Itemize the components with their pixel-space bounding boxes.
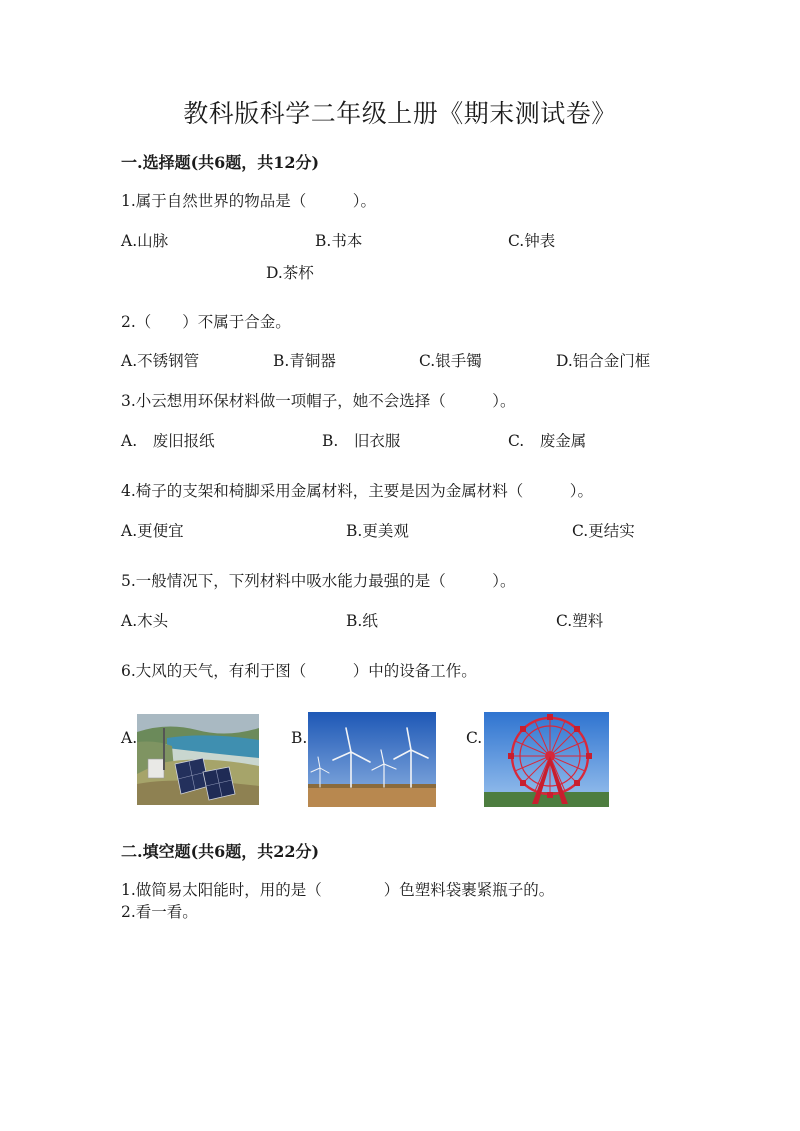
question-3-option-b[interactable]: B. 旧衣服 [322,432,401,450]
question-5-stem: 5.一般情况下，下列材料中吸水能力最强的是（ ）。 [121,572,516,590]
question-3-option-c[interactable]: C. 废金属 [508,432,587,450]
question-1-option-c[interactable]: C.钟表 [508,232,556,250]
question-5-option-c[interactable]: C.塑料 [556,612,604,630]
question-2-option-a[interactable]: A.不锈钢管 [121,352,200,370]
solar-panel-photo[interactable] [137,714,259,805]
section-heading-choice: 一.选择题(共6题，共12分) [121,153,320,172]
question-5-option-a[interactable]: A.木头 [121,612,169,630]
question-1-option-a[interactable]: A.山脉 [121,232,169,250]
question-6-option-b[interactable]: B. [291,729,308,747]
question-2-stem: 2.（ ）不属于合金。 [121,313,291,331]
wind-turbines-photo[interactable] [308,712,436,807]
question-6-stem: 6.大风的天气，有利于图（ ）中的设备工作。 [121,662,477,680]
question-4-stem: 4.椅子的支架和椅脚采用金属材料，主要是因为金属材料（ ）。 [121,482,594,500]
question-1-option-d[interactable]: D.茶杯 [266,264,314,282]
question-1-option-b[interactable]: B.书本 [315,232,363,250]
question-1-stem: 1.属于自然世界的物品是（ ）。 [121,192,377,210]
question-4-option-a[interactable]: A.更便宜 [121,522,184,540]
wind-turbines-illustration [308,712,436,807]
ferris-wheel-illustration [484,712,609,807]
question-6-option-a[interactable]: A. [121,729,138,747]
fill-question-2: 2.看一看。 [121,903,198,921]
question-5-option-b[interactable]: B.纸 [346,612,378,630]
question-4-option-b[interactable]: B.更美观 [346,522,409,540]
section-heading-fill: 二.填空题(共6题，共22分) [121,842,320,861]
fill-question-1: 1.做简易太阳能时，用的是（ ）色塑料袋裹紧瓶子的。 [121,881,555,899]
ferris-wheel-photo[interactable] [484,712,609,807]
solar-panel-illustration [137,714,259,805]
question-3-stem: 3.小云想用环保材料做一项帽子，她不会选择（ ）。 [121,392,516,410]
question-6-option-c[interactable]: C. [466,729,483,747]
question-3-option-a[interactable]: A. 废旧报纸 [121,432,215,450]
question-2-option-d[interactable]: D.铝合金门框 [556,352,651,370]
question-4-option-c[interactable]: C.更结实 [572,522,635,540]
question-2-option-c[interactable]: C.银手镯 [419,352,482,370]
question-2-option-b[interactable]: B.青铜器 [273,352,336,370]
page-title: 教科版科学二年级上册《期末测试卷》 [183,99,617,128]
